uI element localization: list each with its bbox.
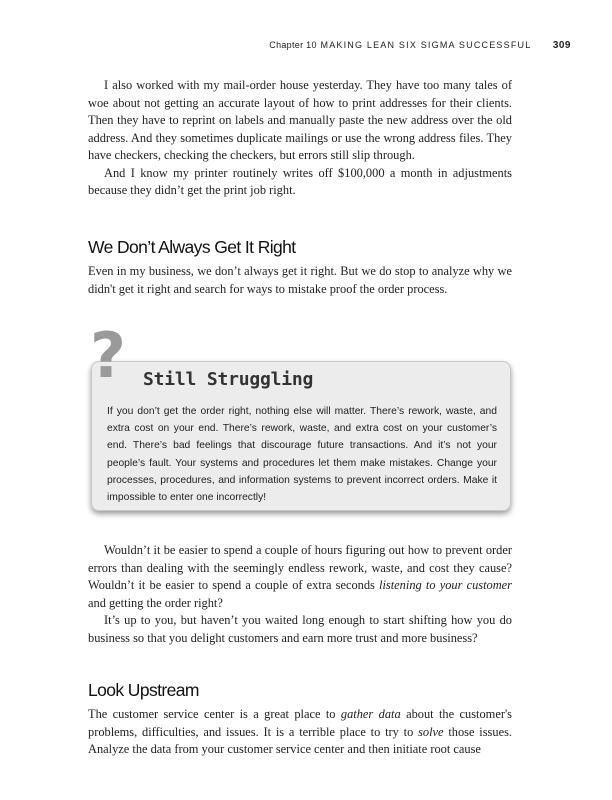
chapter-number: Chapter 10 bbox=[269, 40, 317, 50]
s2-emphasis-1: gather data bbox=[340, 707, 401, 721]
callout-title: Still Struggling bbox=[143, 369, 314, 390]
still-struggling-callout bbox=[90, 319, 511, 511]
after-callout-block bbox=[88, 542, 512, 647]
after-paragraph-2: It’s up to you, but haven’t you waited long enough to start shifting how you do business so that you delight customers and earn more trust and more business? bbox=[88, 613, 512, 645]
s2-text-a: The customer service center is a great place to bbox=[88, 707, 341, 721]
section-2-paragraph bbox=[88, 706, 512, 759]
s2-text-c: those issues. Analyze the data from your customer service center and then initiate root cause bbox=[88, 724, 512, 756]
section-heading: We Don’t Always Get It Right bbox=[88, 237, 296, 257]
intro-paragraph-1: I also worked with my mail-order house yesterday. They have too many tales of woe about not getting an accurate layout of how to print addresses for their clients. Then they have to reprint on labels and manually paste the new address over the old address. And they sometimes duplicate mailings or use the wrong address files. They have checkers, checking the checkers, but errors still slip through. bbox=[88, 78, 512, 162]
section-2-body bbox=[88, 706, 512, 759]
after-p1-text-a: Wouldn’t it be easier to spend a couple of hours figuring out how to prevent order errors than dealing with the seemingly endless rework, waste, and cost they cause? Wouldn’t it be easier to spend a couple of extra seconds bbox=[88, 543, 512, 592]
section-1-body bbox=[88, 263, 512, 298]
running-header bbox=[88, 40, 571, 51]
after-p1-text-b: and getting the order right? bbox=[88, 595, 223, 610]
intro-paragraph-2: And I know my printer routinely writes off $100,000 a month in adjustments because they didn’t get the print job right. bbox=[88, 165, 512, 197]
after-p1-emphasis: listening to your customer bbox=[379, 578, 513, 592]
section-heading: Look Upstream bbox=[88, 680, 199, 700]
section-1-paragraph: Even in my business, we don’t always get it right. But we do stop to analyze why we didn't get it right and search for ways to mistake proof the order process. bbox=[88, 264, 512, 296]
s2-text-b: about the customer's problems, difficulties, and issues. It is a terrible place to try to bbox=[88, 707, 512, 739]
after-paragraph-1 bbox=[88, 542, 512, 612]
page-number: 309 bbox=[552, 40, 571, 51]
s2-emphasis-2: solve bbox=[418, 724, 444, 739]
callout-text: If you don’t get the order right, nothing else will matter. There’s rework, waste, and extra cost on your end. There’s rework, waste, and extra cost on your customer’s end. There’s bad feelings that discourage future transactions. And it’s not your people’s fault. Your systems and procedures let them make mistakes. Change your processes, procedures, and information systems to prevent incorrect orders. Make it impossible to enter one incorrectly! bbox=[107, 406, 497, 504]
section-we-dont-always bbox=[88, 237, 512, 258]
intro-block bbox=[88, 77, 512, 200]
chapter-title: MAKING LEAN SIX SIGMA SUCCESSFUL bbox=[320, 40, 532, 50]
section-look-upstream bbox=[88, 680, 512, 701]
question-mark-icon: ? bbox=[90, 319, 126, 392]
